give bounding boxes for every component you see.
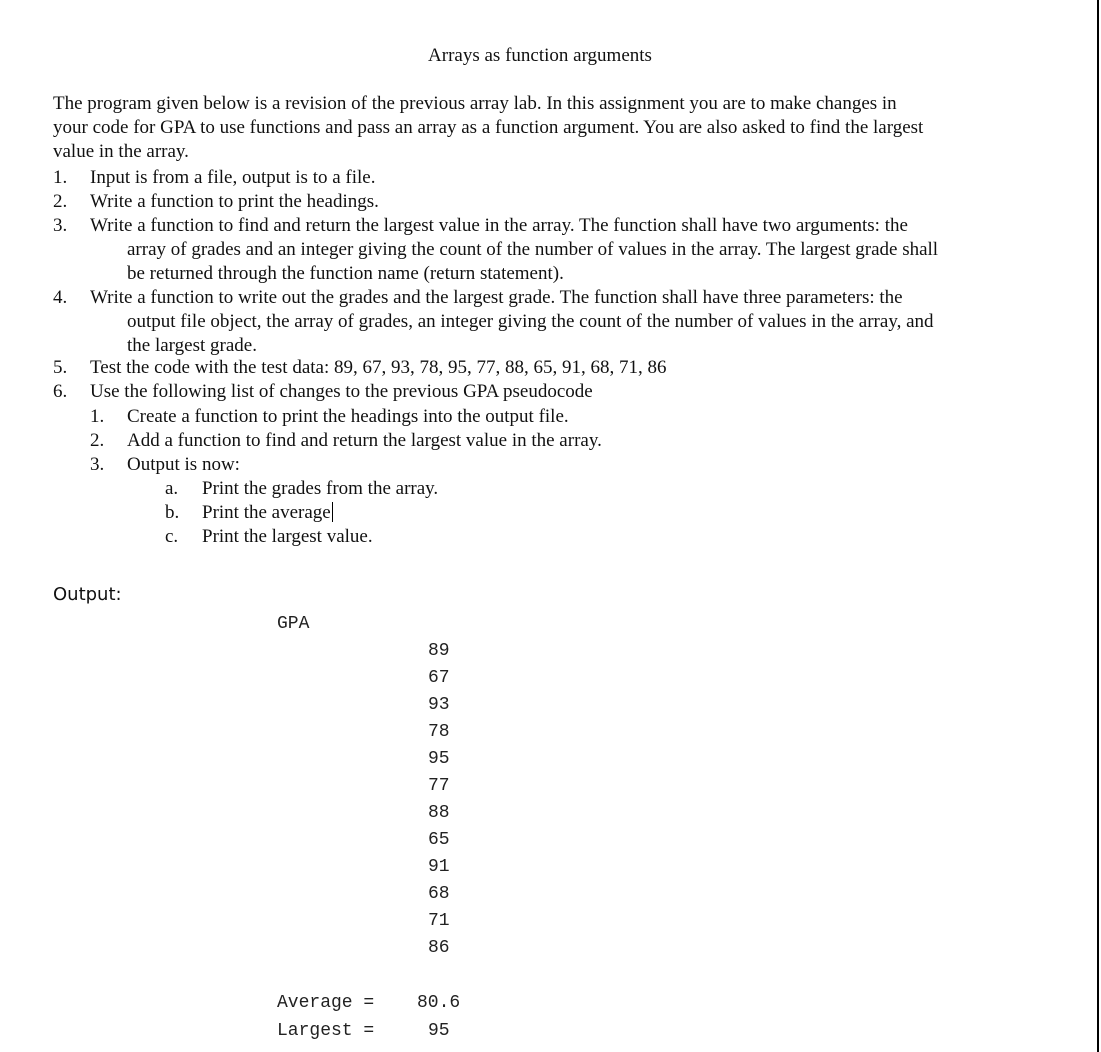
list-item-text: output file object, the array of grades, an integer giving the count of the number of values in the array, and [127, 311, 934, 332]
sub-list-item-number: 3. [90, 454, 105, 475]
sub-list-item-number: 2. [90, 430, 105, 451]
grade-value: 67 [428, 668, 450, 688]
sub-list-item-number: 1. [90, 406, 105, 427]
list-item-text: be returned through the function name (return statement). [127, 263, 564, 284]
list-item-text: Write a function to print the headings. [90, 191, 379, 212]
sub-sub-list-item-letter: c. [165, 526, 179, 547]
sub-sub-list-item-letter: b. [165, 502, 180, 523]
intro-line: The program given below is a revision of the previous array lab. In this assignment you are to make changes in [53, 93, 897, 114]
intro-line: value in the array. [53, 141, 189, 162]
grade-value: 71 [428, 911, 450, 931]
grade-value: 91 [428, 857, 450, 877]
list-item-text: Write a function to write out the grades and the largest grade. The function shall have three parameters: the [90, 287, 903, 308]
list-item-text: Input is from a file, output is to a file. [90, 167, 376, 188]
largest-value: 95 [428, 1021, 450, 1041]
sub-list-item-text: Add a function to find and return the largest value in the array. [127, 430, 602, 451]
list-item-text: Test the code with the test data: 89, 67, 93, 78, 95, 77, 88, 65, 91, 68, 71, 86 [90, 357, 667, 378]
output-heading: GPA [277, 614, 310, 634]
largest-label: Largest = [277, 1021, 375, 1041]
grade-value: 65 [428, 830, 450, 850]
document-title: Arrays as function arguments [428, 45, 652, 66]
sub-sub-list-item-text: Print the largest value. [202, 526, 373, 547]
sub-list-item-text: Create a function to print the headings into the output file. [127, 406, 569, 427]
sub-sub-list-item-text: Print the grades from the array. [202, 478, 439, 499]
grade-value: 77 [428, 776, 450, 796]
page-right-border [1097, 0, 1099, 1052]
list-item-number: 5. [53, 357, 68, 378]
sub-list-item-text: Output is now: [127, 454, 240, 475]
average-label: Average = [277, 993, 375, 1013]
grade-value: 78 [428, 722, 450, 742]
output-label: Output: [53, 584, 122, 605]
sub-sub-list-item-letter: a. [165, 478, 179, 499]
list-item-number: 1. [53, 167, 68, 188]
intro-line: your code for GPA to use functions and pass an array as a function argument. You are also asked to find the largest [53, 117, 924, 138]
sub-sub-list-item-text: Print the average [202, 502, 331, 523]
grade-value: 88 [428, 803, 450, 823]
list-item-text: Write a function to find and return the largest value in the array. The function shall have two arguments: the [90, 215, 908, 236]
list-item-number: 4. [53, 287, 68, 308]
grade-value: 95 [428, 749, 450, 769]
list-item-text: array of grades and an integer giving the count of the number of values in the array. The largest grade shall [127, 239, 939, 260]
list-item-number: 6. [53, 381, 68, 402]
grade-value: 93 [428, 695, 450, 715]
grade-value: 89 [428, 641, 450, 661]
grade-value: 68 [428, 884, 450, 904]
grade-value: 86 [428, 938, 450, 958]
list-item-number: 3. [53, 215, 68, 236]
list-item-number: 2. [53, 191, 68, 212]
text-cursor [332, 502, 333, 522]
list-item-text: the largest grade. [127, 335, 257, 356]
intro-paragraph [53, 92, 1053, 164]
average-value: 80.6 [417, 993, 461, 1013]
list-item-text: Use the following list of changes to the previous GPA pseudocode [90, 381, 593, 402]
